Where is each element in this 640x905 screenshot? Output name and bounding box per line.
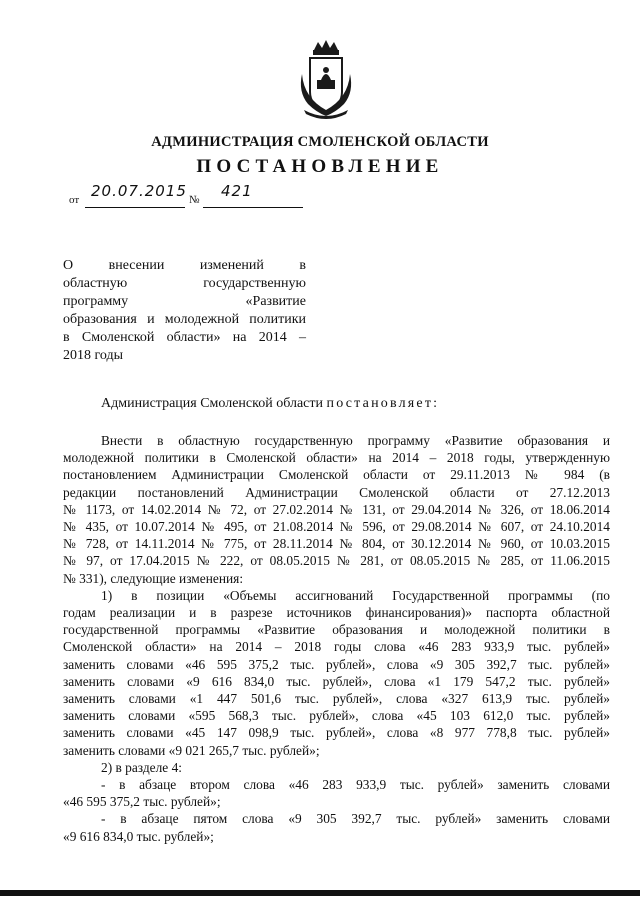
body-line: № 728, от 14.11.2014 № 775, от 28.11.2014 № 804, от 30.12.2014 № 960, от 10.03.2015 (63, 536, 610, 552)
resolution-verb: постановляет: (326, 396, 440, 411)
number-label: № (189, 194, 200, 206)
body-line: государственной программы «Развитие образования и молодежной политики в (63, 622, 610, 638)
body-line: № 331), следующие изменения: (63, 570, 244, 586)
body-line: - в абзаце втором слова «46 283 933,9 тыс. рублей» заменить словами (101, 777, 610, 793)
body-line: заменить словами «1 447 501,6 тыс. рублей», слова «327 613,9 тыс. рублей» (63, 691, 610, 707)
resolution-statement (101, 396, 439, 412)
number-underline (203, 207, 303, 208)
body-line: № 435, от 10.07.2014 № 495, от 21.08.2014 № 596, от 29.08.2014 № 607, от 24.10.2014 (63, 519, 610, 535)
body-line: № 97, от 17.04.2015 № 222, от 08.05.2015 № 281, от 08.05.2015 № 285, от 11.06.2015 (63, 553, 610, 569)
document-subject (63, 257, 306, 365)
body-line: годам реализации и в разрезе источников финансирования)» паспорта областной (63, 605, 610, 621)
body-line: 2) в разделе 4: (101, 759, 183, 775)
body-line: Смоленской области» на 2014 – 2018 годы слова «46 283 933,9 тыс. рублей» (63, 639, 610, 655)
body-line: заменить словами «595 568,3 тыс. рублей», слова «45 103 612,0 тыс. рублей» (63, 708, 610, 724)
body-line: Внести в областную государственную программу «Развитие образования и (101, 433, 610, 448)
date-underline (85, 207, 185, 208)
body-line: редакции постановлений Администрации Смоленской области от 27.12.2013 (63, 484, 610, 500)
body-line: постановлением Администрации Смоленской области от 29.11.2013 № 984 (в (63, 467, 610, 483)
document-type-title: ПОСТАНОВЛЕНИЕ (196, 156, 444, 177)
body-line: заменить словами «9 616 834,0 тыс. рублей», слова «1 179 547,2 тыс. рублей» (63, 673, 610, 689)
date-label: от (69, 194, 80, 206)
body-line: заменить словами «45 147 098,9 тыс. рублей», слова «8 977 778,8 тыс. рублей» (63, 725, 610, 741)
coat-of-arms-emblem (296, 40, 356, 122)
body-line: - в абзаце пятом слова «9 305 392,7 тыс. рублей» заменить словами (101, 811, 610, 827)
subject-line: в Смоленской области» на 2014 – (63, 330, 306, 345)
subject-line: образования и молодежной политики (63, 312, 306, 327)
date-value: 20.07.2015 (91, 182, 187, 200)
subject-line: О внесении изменений в (63, 258, 306, 273)
body-line: молодежной политики в Смоленской области» на 2014 – 2018 годы, утвержденную (63, 450, 610, 466)
organization-name: АДМИНИСТРАЦИЯ СМОЛЕНСКОЙ ОБЛАСТИ (151, 134, 489, 150)
body-line: «9 616 834,0 тыс. рублей»; (63, 828, 214, 844)
subject-line: программу «Развитие (63, 294, 306, 309)
body-line: «46 595 375,2 тыс. рублей»; (63, 794, 221, 810)
body-line: заменить словами «46 595 375,2 тыс. рублей», слова «9 305 392,7 тыс. рублей» (63, 656, 610, 672)
body-line: 1) в позиции «Объемы ассигнований Государственной программы (по (101, 587, 610, 603)
date-number-line (69, 180, 329, 210)
body-line: заменить словами «9 021 265,7 тыс. рублей»; (63, 742, 320, 758)
scan-bottom-border (0, 890, 640, 896)
subject-line: областную государственную (63, 276, 306, 291)
resolution-subject: Администрация Смоленской области (101, 396, 324, 411)
document-body (63, 432, 610, 845)
number-value: 421 (221, 182, 253, 200)
subject-line: 2018 годы (63, 348, 124, 363)
body-line: № 1173, от 14.02.2014 № 72, от 27.02.2014 № 131, от 29.04.2014 № 326, от 18.06.2014 (63, 501, 610, 517)
